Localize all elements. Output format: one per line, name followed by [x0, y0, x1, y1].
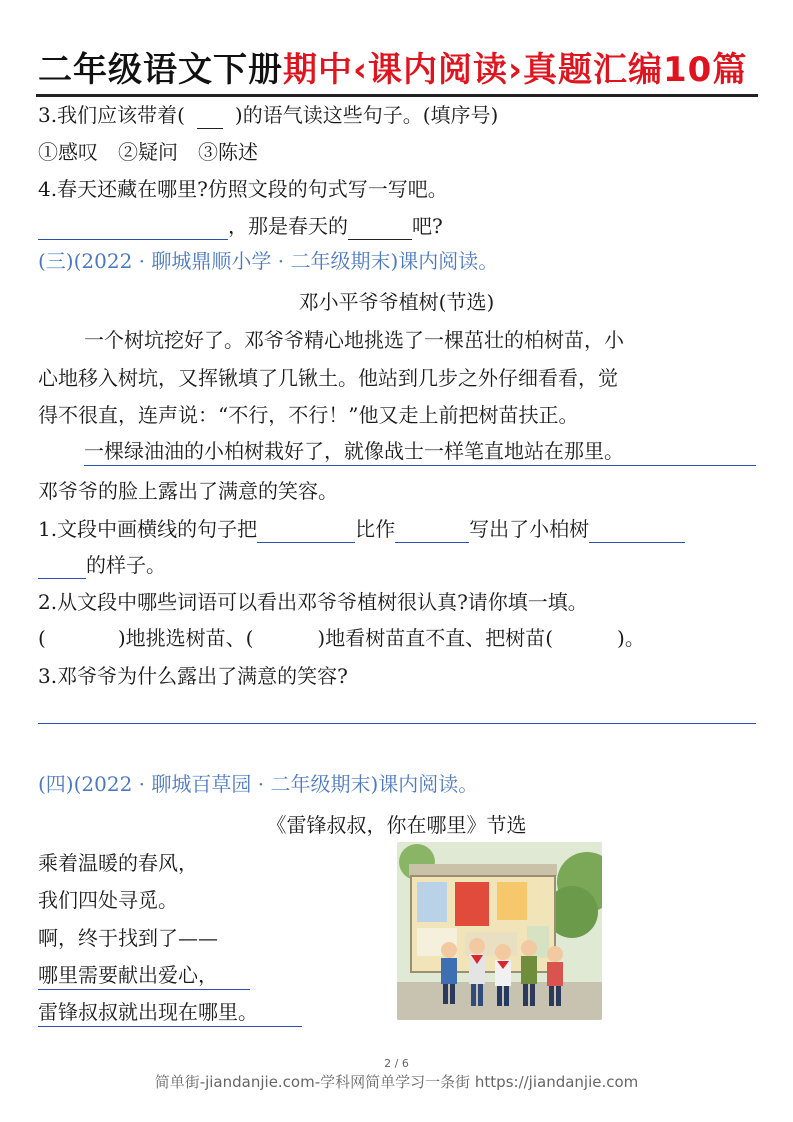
poem-line: 我们四处寻觅。: [38, 888, 178, 912]
section-heading-4: (四)(2022 · 聊城百草园 · 二年级期末)课内阅读。: [38, 772, 479, 796]
poem-underlined-line: 雷锋叔叔就出现在哪里。: [38, 998, 302, 1027]
question-3-prev: 3.我们应该带着( )的语气读这些句子。(填序号): [38, 103, 499, 127]
answer-blank[interactable]: [589, 520, 685, 543]
children-at-bulletin-board-illustration: [397, 842, 602, 1020]
poem-line: 啊，终于找到了——: [38, 926, 218, 950]
title-part-red: 期中‹课内阅读›真题汇编10篇: [283, 50, 748, 90]
question-1: 1.文段中画横线的句子把 比作 写出了小柏树: [38, 515, 685, 543]
footer-source: 简单街-jiandanjie.com-学科网简单学习一条街 https://jiandanjie.com: [154, 1073, 639, 1091]
answer-blank[interactable]: [197, 106, 223, 129]
poem-underlined-line: 哪里需要献出爱心，: [38, 961, 250, 990]
question-4-prev: 4.春天还藏在哪里?仿照文段的句式写一写吧。: [38, 177, 448, 201]
page-number: 2 / 6: [384, 1057, 409, 1070]
answer-blank[interactable]: [348, 217, 412, 240]
section-heading-3: (三)(2022 · 聊城鼎顺小学 · 二年级期末)课内阅读。: [38, 249, 499, 273]
answer-blank[interactable]: [38, 556, 86, 579]
question-3: 3.邓爷爷为什么露出了满意的笑容?: [38, 664, 348, 688]
page-title: [38, 42, 747, 91]
question-1-cont: 的样子。: [38, 551, 166, 579]
passage-line: 得不很直，连声说：“不行，不行！”他又走上前把树苗扶正。: [38, 403, 579, 427]
answer-blank[interactable]: [257, 520, 355, 543]
passage-title-4: 《雷锋叔叔，你在哪里》节选: [266, 813, 527, 837]
passage-line: 一个树坑挖好了。邓爷爷精心地挑选了一棵茁壮的柏树苗，小: [84, 328, 624, 352]
passage-line: 心地移入树坑，又挥锹填了几锹土。他站到几步之外仔细看看，觉: [38, 366, 618, 390]
question-2: 2.从文段中哪些词语可以看出邓爷爷植树很认真?请你填一填。: [38, 590, 588, 614]
answer-blank[interactable]: [395, 520, 469, 543]
question-3-options: ①感叹 ②疑问 ③陈述: [38, 140, 258, 164]
question-2-fill: ( )地挑选树苗、( )地看树苗直不直、把树苗( )。: [38, 626, 645, 650]
underlined-sentence: 一棵绿油油的小柏树栽好了，就像战士一样笔直地站在那里。: [84, 437, 756, 466]
title-divider: [36, 94, 758, 97]
answer-blank[interactable]: [38, 217, 228, 240]
title-part-black: 二年级语文下册: [38, 50, 283, 90]
passage-title-3: 邓小平爷爷植树(节选): [298, 290, 495, 314]
passage-line: 邓爷爷的脸上露出了满意的笑容。: [38, 479, 338, 503]
poem-line: 乘着温暖的春风，: [38, 851, 198, 875]
question-4-answer-line: ，那是春天的 吧?: [38, 212, 443, 240]
answer-line[interactable]: [38, 723, 756, 724]
